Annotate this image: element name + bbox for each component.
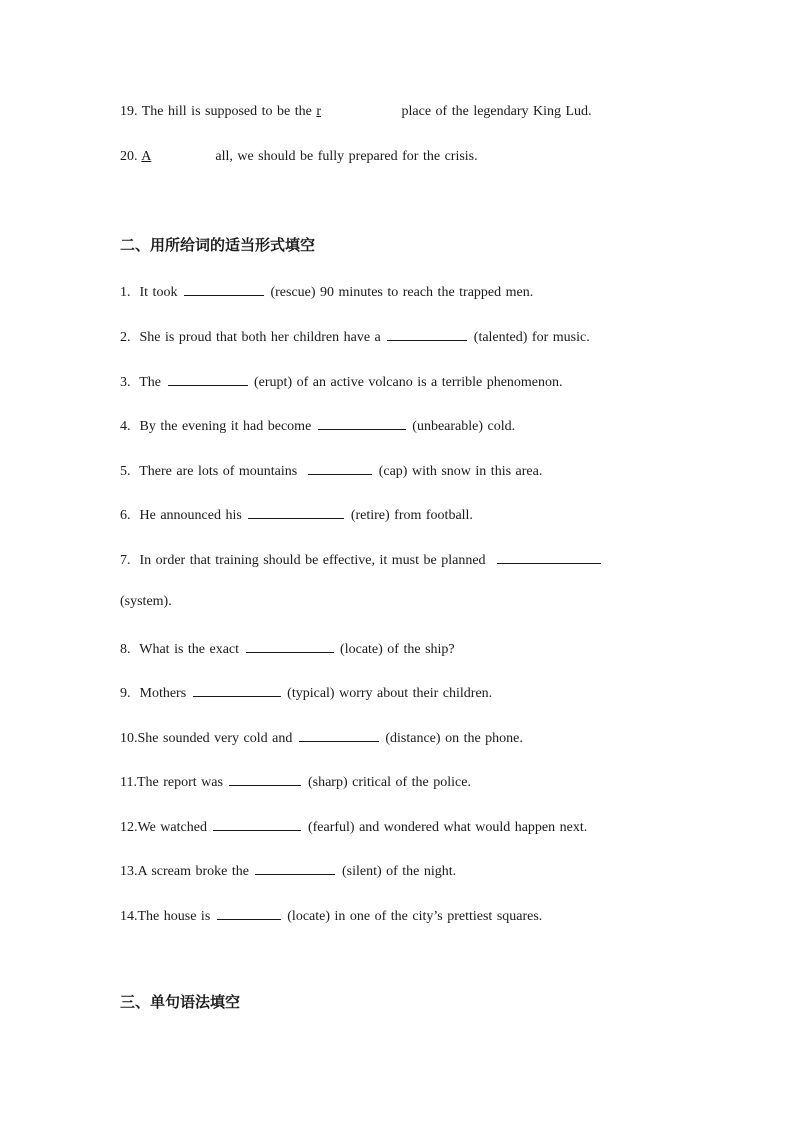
question-text: critical of the police. [352,775,471,790]
word-hint: (locate) [287,909,331,924]
answer-blank[interactable] [184,281,264,296]
answer-blank[interactable] [248,504,344,519]
question-text: Mothers [139,686,187,701]
question-text: for music. [531,330,590,345]
question-number: 11. [120,775,137,790]
question-text: with snow in this area. [411,464,543,479]
question-2-13 [120,860,456,881]
question-text: of an active volcano is a terrible phenomenon. [296,375,563,390]
word-hint: (cap) [378,464,408,479]
word-hint: (locate) [340,642,383,657]
word-hint: (sharp) [307,775,348,790]
question-number: 8. [120,642,131,657]
answer-blank[interactable] [229,771,301,786]
question-text: of the night. [386,864,457,879]
answer-blank[interactable] [308,460,372,475]
question-text: in one of the city’s prettiest squares. [334,909,543,924]
question-2-9 [120,682,492,703]
question-number: 20. [120,149,138,164]
question-number: 19. [120,104,138,119]
answer-blank[interactable] [497,549,601,564]
question-2-2 [120,326,590,347]
question-2-8 [120,638,455,659]
answer-blank[interactable] [213,816,301,831]
question-text: We watched [137,820,207,835]
answer-blank[interactable] [217,905,281,920]
question-text: place of the legendary King Lud. [401,104,592,119]
question-text: She is proud that both her children have a [139,330,381,345]
question-text: The [139,375,162,390]
question-number: 9. [120,686,131,701]
word-hint: (silent) [341,864,382,879]
question-number: 1. [120,285,131,300]
question-text: The report was [136,775,223,790]
question-text: The hill is supposed to be the [141,104,312,119]
word-hint: (fearful) [307,820,355,835]
word-hint: (system). [120,594,172,609]
answer-blank[interactable] [246,638,334,653]
question-number: 5. [120,464,131,479]
question-number: 6. [120,508,131,523]
question-text: cold. [487,419,516,434]
question-2-5 [120,460,542,481]
question-text: The house is [137,909,211,924]
answer-blank[interactable] [299,727,379,742]
question-text: worry about their children. [339,686,493,701]
question-text: He announced his [139,508,242,523]
question-2-3 [120,371,563,392]
question-2-12 [120,816,587,837]
answer-blank[interactable] [193,682,281,697]
question-text: It took [139,285,178,300]
question-number: 10. [120,731,138,746]
question-number: 12. [120,820,138,835]
answer-blank[interactable] [387,326,467,341]
question-text: In order that training should be effective, it must be planned [139,553,486,568]
question-2-7-continued [120,593,172,611]
word-hint: (erupt) [254,375,293,390]
question-text: What is the exact [139,642,240,657]
question-2-6 [120,504,473,525]
first-letter-hint: A [141,149,152,164]
question-20 [120,148,478,166]
question-text: from football. [394,508,473,523]
question-text: She sounded very cold and [137,731,293,746]
question-2-1 [120,281,533,302]
question-19 [120,103,592,121]
question-2-10 [120,727,523,748]
question-text: 90 minutes to reach the trapped men. [320,285,534,300]
question-2-7 [120,549,603,570]
question-2-14 [120,905,542,926]
word-hint: (retire) [350,508,390,523]
question-2-4 [120,415,515,436]
question-text: of the ship? [387,642,455,657]
word-hint: (typical) [287,686,335,701]
question-number: 13. [120,864,138,879]
word-hint: (distance) [385,731,441,746]
question-number: 2. [120,330,131,345]
section-heading-3: 三、单句语法填空 [120,993,241,1011]
section-heading-2: 二、用所给词的适当形式填空 [120,236,316,254]
question-number: 7. [120,553,131,568]
first-letter-hint: r [316,104,322,119]
word-hint: (rescue) [270,285,316,300]
question-text: all, we should be fully prepared for the crisis. [215,149,478,164]
answer-blank[interactable] [168,371,248,386]
word-hint: (talented) [473,330,528,345]
question-text: There are lots of mountains [139,464,298,479]
question-number: 4. [120,419,131,434]
answer-blank[interactable] [255,860,335,875]
question-number: 14. [120,909,138,924]
word-hint: (unbearable) [412,419,484,434]
question-text: By the evening it had become [139,419,312,434]
question-2-11 [120,771,471,792]
question-text: A scream broke the [137,864,249,879]
question-text: on the phone. [445,731,523,746]
question-text: and wondered what would happen next. [359,820,588,835]
question-number: 3. [120,375,131,390]
answer-blank[interactable] [318,415,406,430]
